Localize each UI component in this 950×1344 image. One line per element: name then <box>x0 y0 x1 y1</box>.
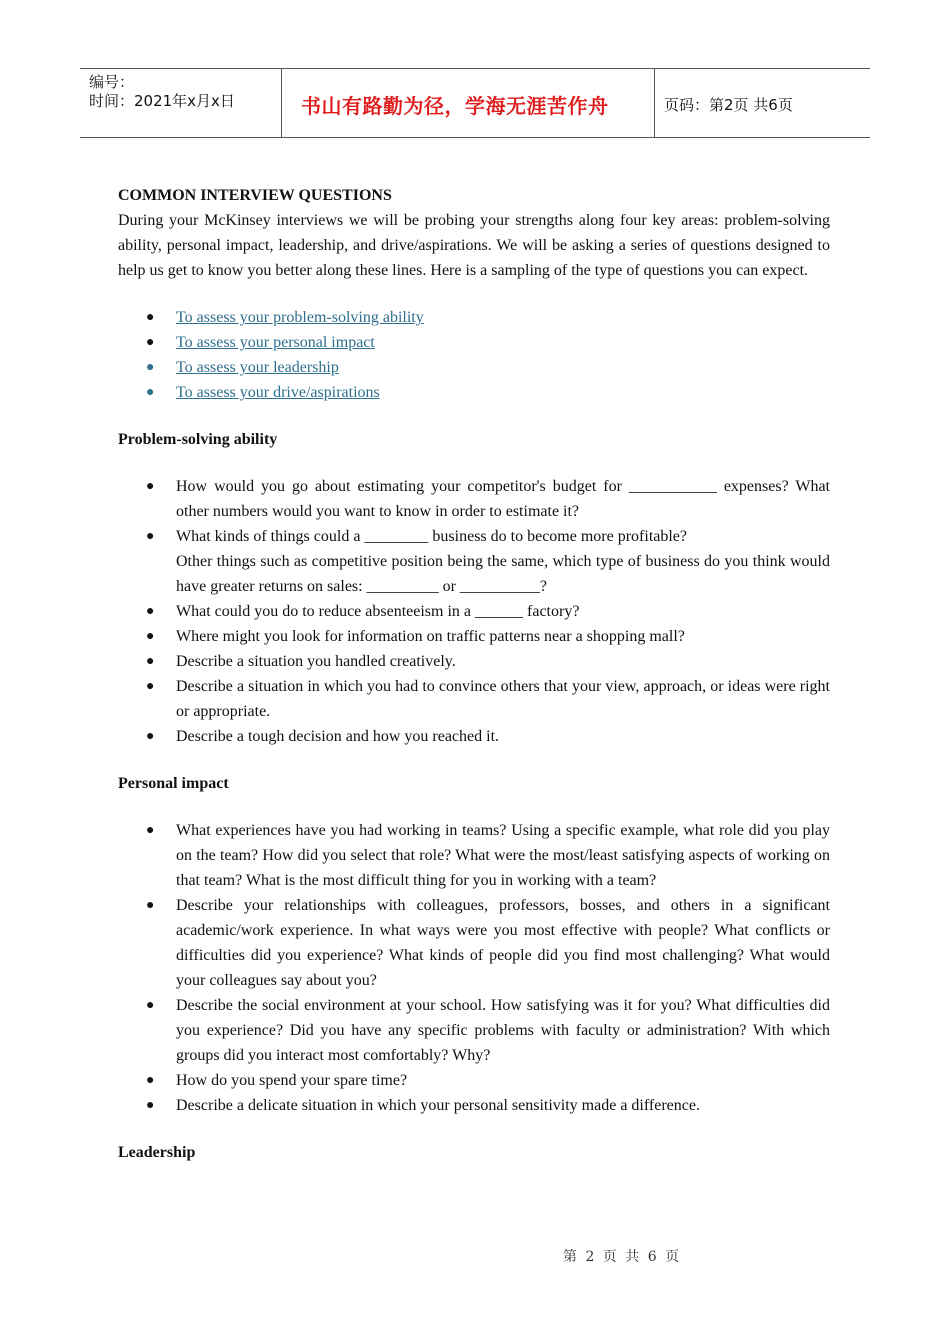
bullet-icon: ● <box>146 385 155 400</box>
list-item <box>118 330 830 355</box>
list-item <box>118 624 830 649</box>
header-motto: 书山有路勤为径，学海无涯苦作舟 <box>301 94 609 118</box>
question-text: Where might you look for information on traffic patterns near a shopping mall? <box>176 628 685 645</box>
document-time-label: 时间：2021年x月x日 <box>89 92 235 110</box>
question-text: Describe a tough decision and how you reached it. <box>176 728 500 745</box>
bullet-icon: ● <box>146 998 155 1013</box>
header-motto-cell <box>281 69 655 137</box>
bullet-icon: ● <box>146 479 155 494</box>
question-continuation: Other things such as competitive position being the same, which type of business do you think would have greater returns on sales: _________ or __________? <box>176 553 830 595</box>
section-links-list <box>118 305 830 405</box>
question-text: Describe a delicate situation in which your personal sensitivity made a difference. <box>176 1097 700 1114</box>
bullet-icon: ● <box>146 360 155 375</box>
bullet-icon: ● <box>146 654 155 669</box>
list-item <box>118 380 830 405</box>
list-item <box>118 355 830 380</box>
question-text: Describe your relationships with colleagues, professors, bosses, and others in a significant academic/work experience. In what ways were you most effective with people? What conflicts or difficulties did you experience? What kinds of people did you find most challenging? What would your colleagues say about you? <box>176 897 830 989</box>
bullet-icon: ● <box>146 1073 155 1088</box>
bullet-icon: ● <box>146 629 155 644</box>
bullet-icon: ● <box>146 1098 155 1113</box>
document-title: COMMON INTERVIEW QUESTIONS <box>118 187 392 204</box>
question-text: How do you spend your spare time? <box>176 1072 408 1089</box>
page-header <box>80 68 870 138</box>
question-text: Describe a situation you handled creatively. <box>176 653 456 670</box>
link-drive-aspirations[interactable]: To assess your drive/aspirations <box>176 384 380 401</box>
question-text: Describe the social environment at your school. How satisfying was it for you? What difficulties did you experience? Did you have any specific problems with faculty or administration? With which groups did you interact most comfortably? Why? <box>176 997 830 1064</box>
bullet-icon: ● <box>146 335 155 350</box>
personal-impact-list <box>118 818 830 1118</box>
problem-solving-list <box>118 474 830 749</box>
bullet-icon: ● <box>146 823 155 838</box>
link-leadership[interactable]: To assess your leadership <box>176 359 339 376</box>
question-text: What experiences have you had working in teams? Using a specific example, what role did you play on the team? How did you select that role? What were the most/least satisfying aspects of working on that team? What is the most difficult thing for you in working with a team? <box>176 822 830 889</box>
bullet-icon: ● <box>146 604 155 619</box>
list-item <box>118 1068 830 1093</box>
question-text: Describe a situation in which you had to convince others that your view, approach, or ideas were right or appropriate. <box>176 678 830 720</box>
list-item <box>118 524 830 599</box>
list-item <box>118 305 830 330</box>
list-item <box>118 649 830 674</box>
section-heading-personal-impact: Personal impact <box>118 775 229 792</box>
link-problem-solving[interactable]: To assess your problem-solving ability <box>176 309 424 326</box>
question-text: How would you go about estimating your competitor's budget for ___________ expenses? What other numbers would you want to know in order to estimate it? <box>176 478 830 520</box>
list-item <box>118 893 830 993</box>
link-personal-impact[interactable]: To assess your personal impact <box>176 334 375 351</box>
section-heading-problem-solving: Problem-solving ability <box>118 431 278 448</box>
list-item <box>118 1093 830 1118</box>
document-body <box>118 183 830 1165</box>
header-meta-cell <box>80 69 282 137</box>
question-text: What kinds of things could a ________ business do to become more profitable? <box>176 528 688 545</box>
list-item <box>118 993 830 1068</box>
bullet-icon: ● <box>146 898 155 913</box>
intro-paragraph: During your McKinsey interviews we will be probing your strengths along four key areas: problem-solving ability, personal impact, leadership, and drive/aspirations. We will be asking a series of questions designed to help us get to know you better along these lines. Here is a sampling of the type of questions you can expect. <box>118 212 830 279</box>
list-item <box>118 474 830 524</box>
bullet-icon: ● <box>146 729 155 744</box>
bullet-icon: ● <box>146 529 155 544</box>
list-item <box>118 724 830 749</box>
list-item <box>118 818 830 893</box>
header-page-number: 页码：第2页 共6页 <box>664 96 793 114</box>
section-heading-leadership: Leadership <box>118 1144 196 1161</box>
header-page-cell <box>655 69 870 137</box>
bullet-icon: ● <box>146 679 155 694</box>
bullet-icon: ● <box>146 310 155 325</box>
document-number-label: 编号： <box>89 73 135 91</box>
question-text: What could you do to reduce absenteeism in a ______ factory? <box>176 603 580 620</box>
list-item <box>118 599 830 624</box>
page-footer: 第 2 页 共 6 页 <box>563 1249 680 1265</box>
list-item <box>118 674 830 724</box>
